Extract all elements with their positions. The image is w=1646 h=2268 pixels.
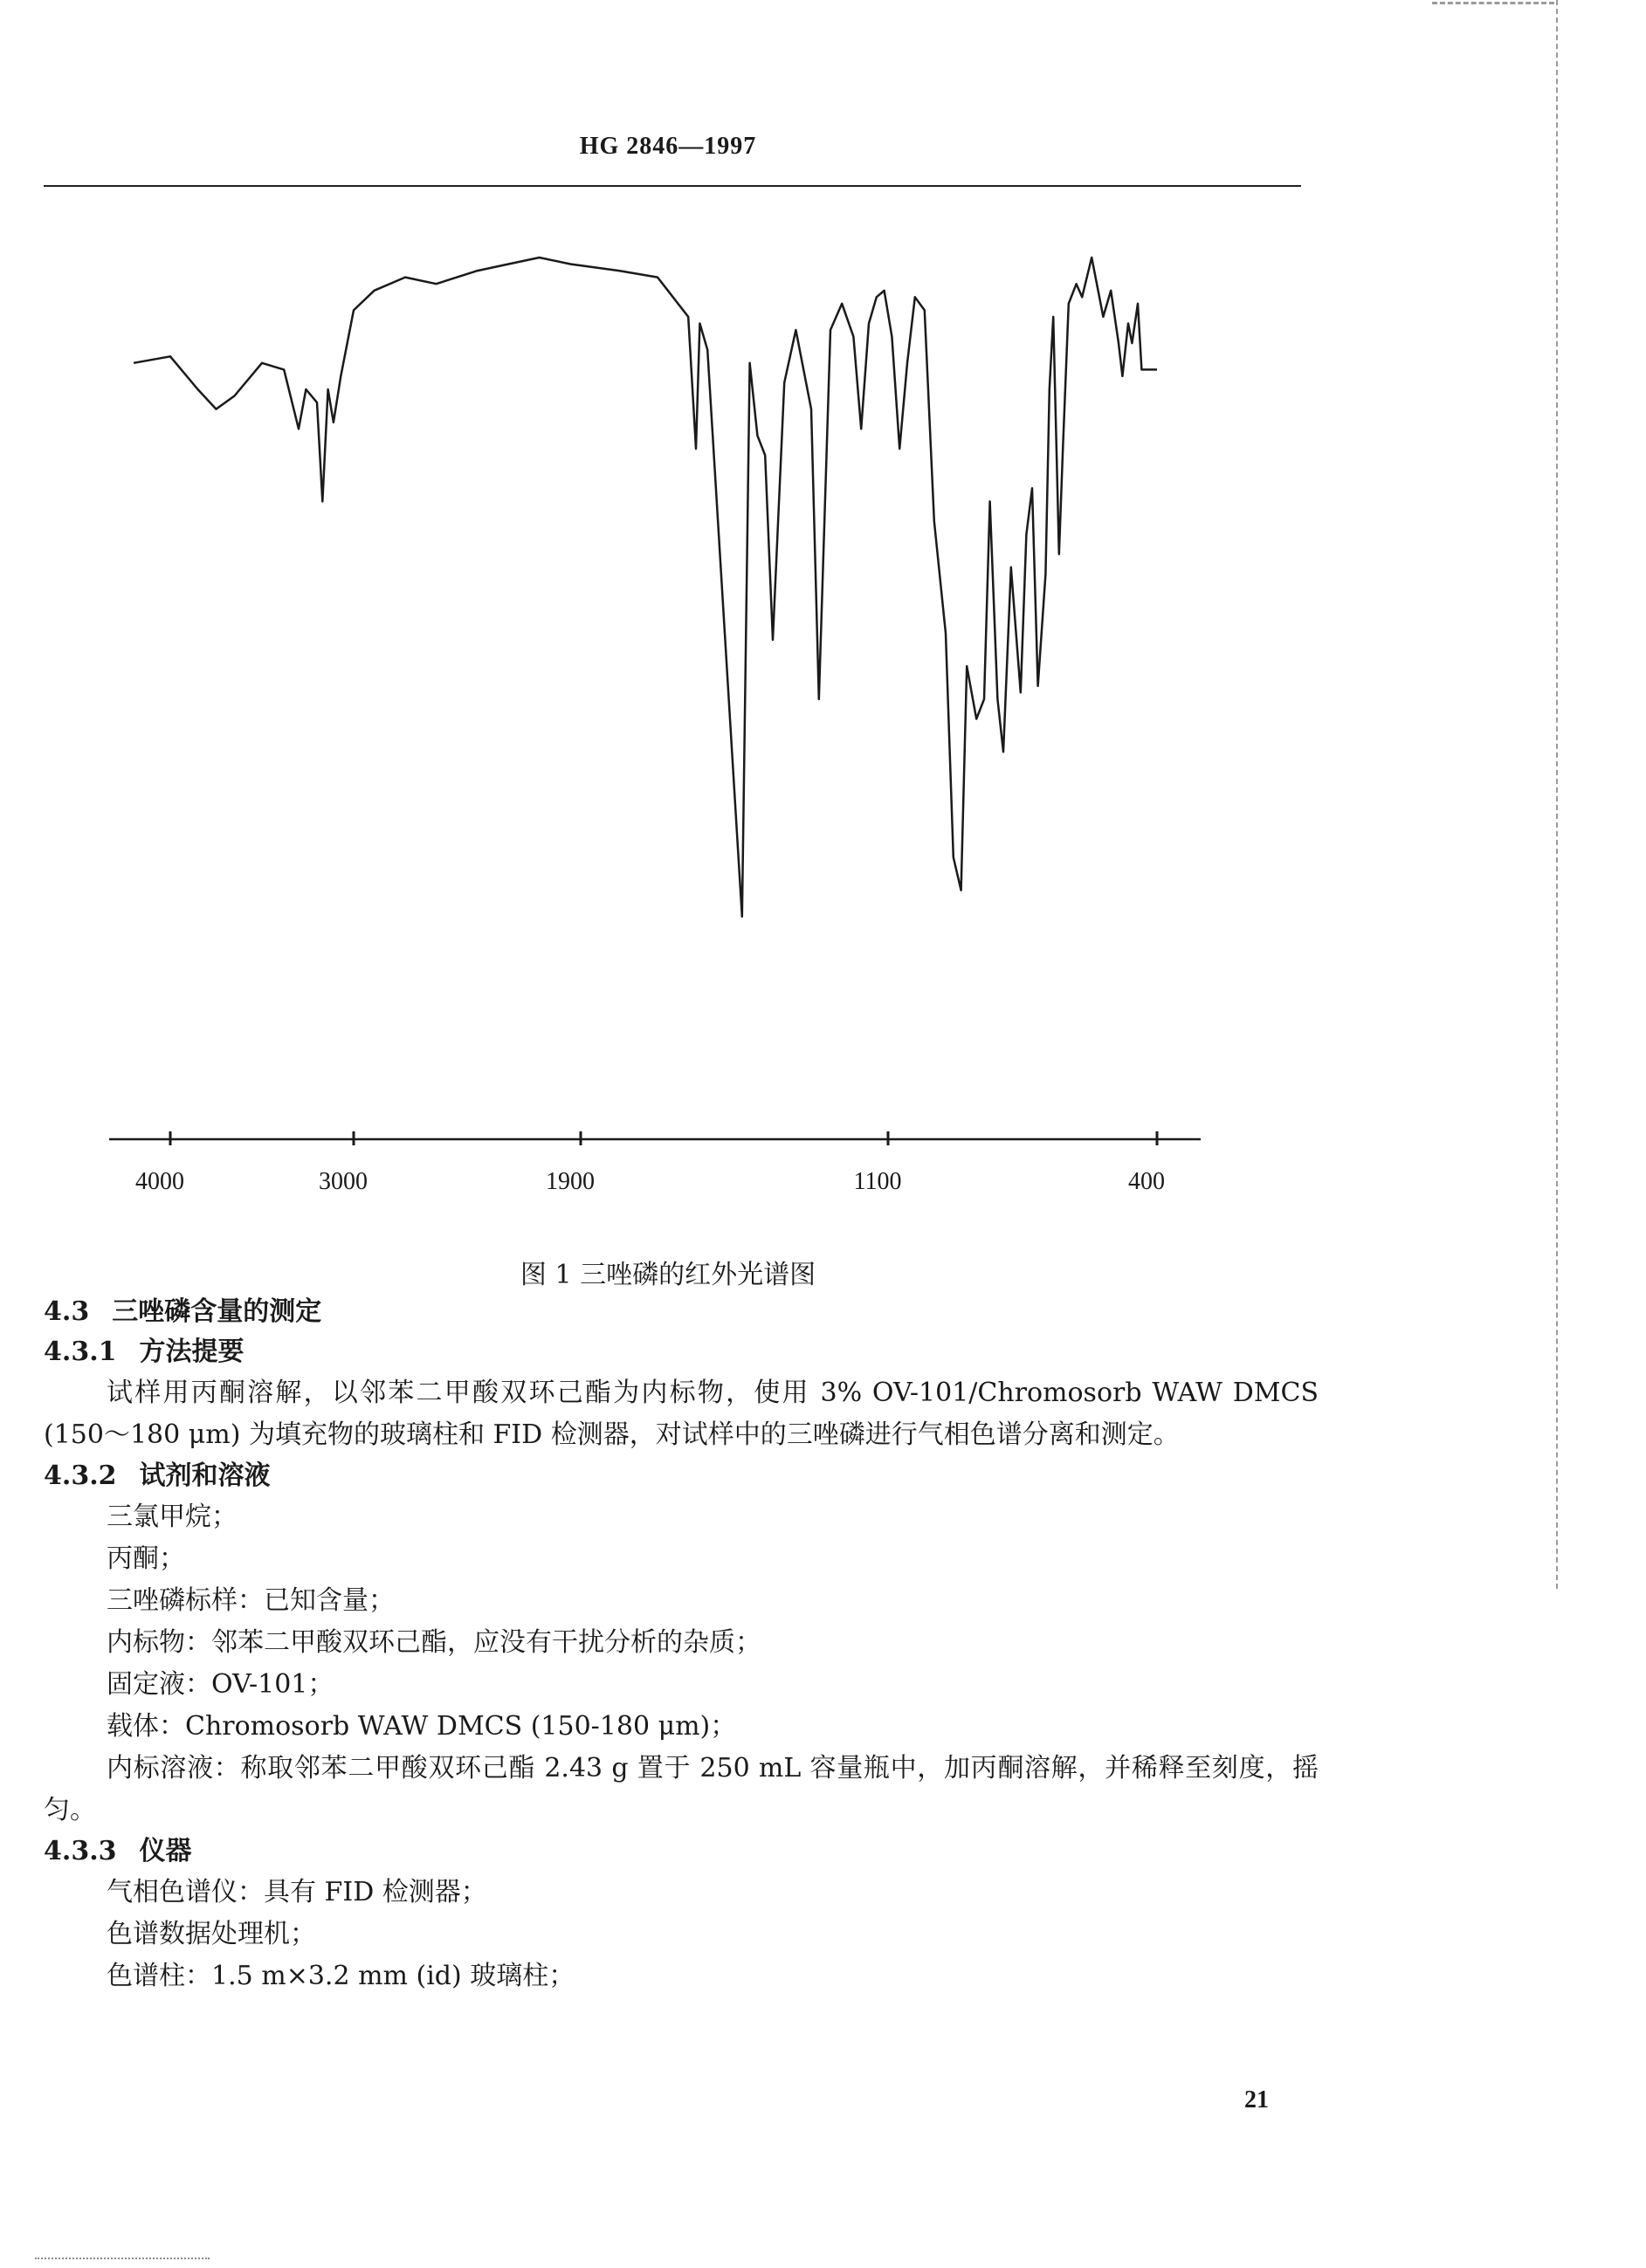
header-rule <box>44 185 1301 187</box>
ir-spectrum-chart <box>0 227 1646 1213</box>
section-title: 方法提要 <box>139 1337 244 1367</box>
reagent-item: 三唑磷标样：已知含量； <box>107 1585 395 1616</box>
x-tick-label: 400 <box>1128 1168 1165 1195</box>
x-tick-label: 3000 <box>319 1168 368 1195</box>
spectrum-series-line <box>134 258 1157 917</box>
method-summary-paragraph: 试样用丙酮溶解，以邻苯二甲酸双环己酯为内标物，使用 3% OV-101/Chromosorb WAW DMCS (150～180 μm) 为填充物的玻璃柱和 FID 检测器，对试样中的三唑磷进行气相色谱分离和测定。 <box>44 1378 1319 1450</box>
section-4-3-1-heading <box>44 1332 1319 1372</box>
reagent-item: 三氯甲烷； <box>107 1502 238 1532</box>
scan-edge-mark <box>1432 2 1554 4</box>
reagent-item: 内标物：邻苯二甲酸双环己酯，应没有干扰分析的杂质； <box>107 1627 761 1658</box>
scan-edge-mark <box>1556 0 1558 1589</box>
section-title: 三唑磷含量的测定 <box>112 1296 322 1327</box>
section-title: 仪器 <box>139 1836 192 1866</box>
section-number: 4.3.2 <box>44 1460 117 1491</box>
standard-code: HG 2846—1997 <box>579 133 757 160</box>
section-4-3-2-heading <box>44 1456 1319 1496</box>
section-number: 4.3 <box>44 1296 90 1327</box>
document-body <box>44 1292 1319 1997</box>
reagent-item: 固定液：OV-101； <box>107 1669 334 1700</box>
figure-caption: 图 1 三唑磷的红外光谱图 <box>520 1260 816 1290</box>
instrument-item: 色谱柱：1.5 m×3.2 mm (id) 玻璃柱； <box>107 1961 575 1991</box>
page-number: 21 <box>1244 2086 1269 2113</box>
section-title: 试剂和溶液 <box>139 1460 271 1491</box>
instrument-item: 色谱数据处理机； <box>107 1919 316 1949</box>
x-tick-label: 4000 <box>135 1168 184 1195</box>
scan-edge-mark <box>35 2258 210 2259</box>
reagent-item: 丙酮； <box>107 1543 185 1574</box>
internal-standard-paragraph: 内标溶液：称取邻苯二甲酸双环己酯 2.43 g 置于 250 mL 容量瓶中，加丙酮溶解，并稀释至刻度，摇匀。 <box>44 1753 1319 1825</box>
reagent-item: 载体：Chromosorb WAW DMCS (150-180 μm)； <box>107 1711 737 1742</box>
section-number: 4.3.1 <box>44 1337 117 1367</box>
x-tick-label: 1100 <box>853 1168 902 1195</box>
section-number: 4.3.3 <box>44 1836 117 1866</box>
instrument-item: 气相色谱仪：具有 FID 检测器； <box>107 1877 487 1907</box>
section-4-3-3-heading <box>44 1832 1319 1872</box>
x-tick-label: 1900 <box>546 1168 595 1195</box>
section-4-3-heading <box>44 1292 1319 1332</box>
